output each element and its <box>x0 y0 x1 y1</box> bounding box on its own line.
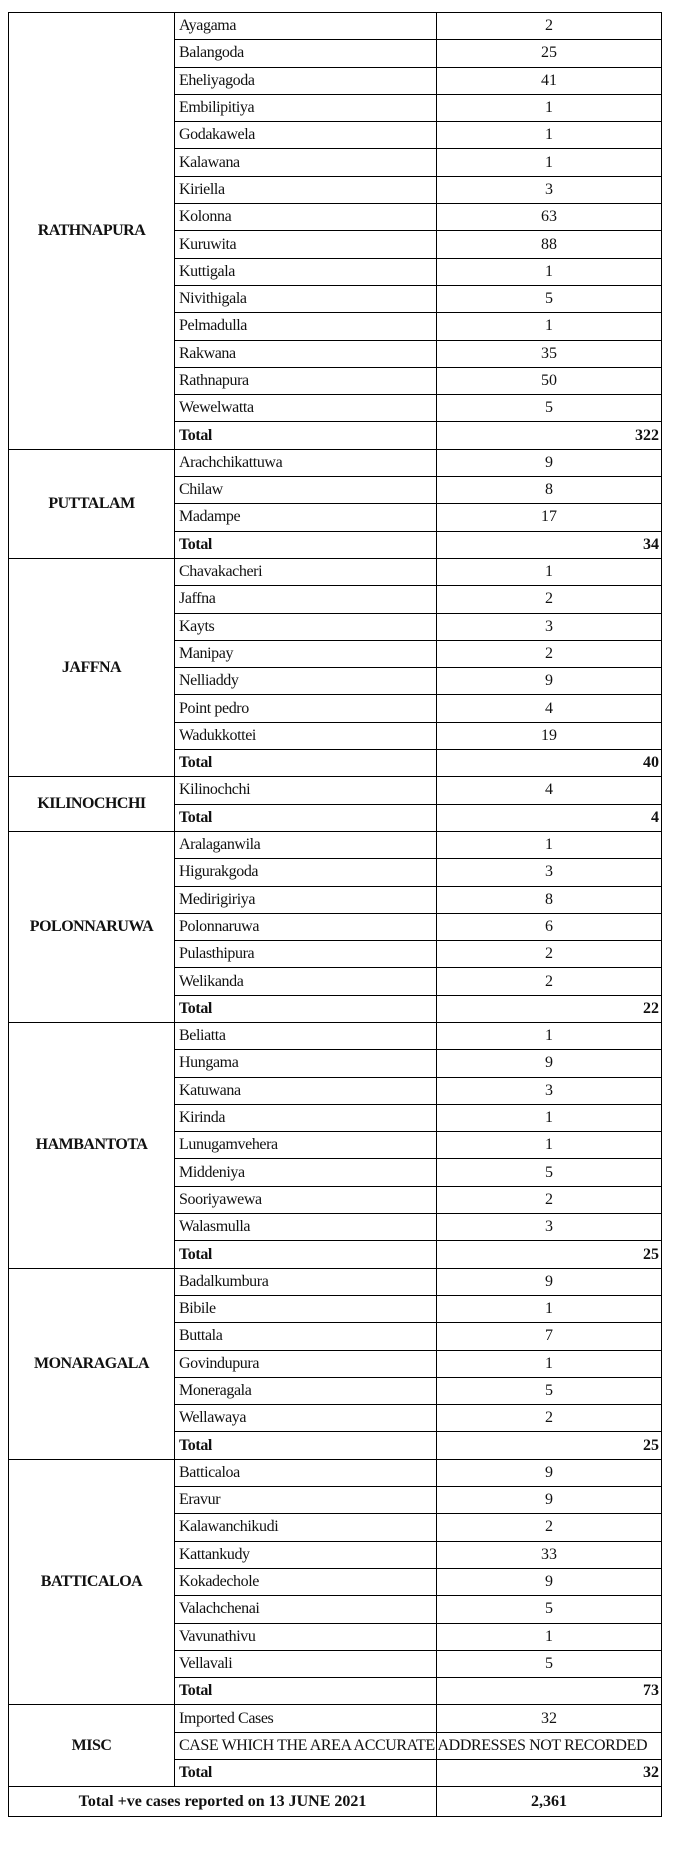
area-name: Wewelwatta <box>175 395 437 422</box>
district-total-value: 34 <box>437 531 662 558</box>
area-case-count: 1 <box>437 149 662 176</box>
district-name: PUTTALAM <box>9 449 175 558</box>
area-name: Kuttigala <box>175 258 437 285</box>
district-name: MONARAGALA <box>9 1268 175 1459</box>
area-case-count: 1 <box>437 558 662 585</box>
area-name: Bibile <box>175 1295 437 1322</box>
area-name: Kayts <box>175 613 437 640</box>
area-case-count: 3 <box>437 1214 662 1241</box>
area-case-count: 1 <box>437 94 662 121</box>
district-name: RATHNAPURA <box>9 13 175 450</box>
area-name: Katuwana <box>175 1077 437 1104</box>
area-name: Rakwana <box>175 340 437 367</box>
grand-total-label: Total +ve cases reported on 13 JUNE 2021 <box>9 1787 437 1817</box>
area-name: Nivithigala <box>175 285 437 312</box>
area-name: Manipay <box>175 640 437 667</box>
area-case-count: 9 <box>437 1268 662 1295</box>
area-case-count: 41 <box>437 67 662 94</box>
area-case-count: 63 <box>437 204 662 231</box>
area-name: Vavunathivu <box>175 1623 437 1650</box>
area-case-count: 5 <box>437 1596 662 1623</box>
area-name: Moneragala <box>175 1377 437 1404</box>
area-name: Walasmulla <box>175 1214 437 1241</box>
district-total-label: Total <box>175 995 437 1022</box>
area-name: Kokadechole <box>175 1568 437 1595</box>
district-total-label: Total <box>175 1241 437 1268</box>
area-row <box>9 1705 662 1732</box>
area-row <box>9 13 662 40</box>
area-case-count: 17 <box>437 504 662 531</box>
area-name: Pulasthipura <box>175 941 437 968</box>
area-case-count: 25 <box>437 40 662 67</box>
area-case-count: 5 <box>437 1159 662 1186</box>
area-name: CASE WHICH THE AREA ACCURATE ADDRESSES NOT RECORDED <box>175 1732 437 1759</box>
area-case-count: 1 <box>437 1104 662 1131</box>
area-name: Eheliyagoda <box>175 67 437 94</box>
area-case-count: 5 <box>437 1377 662 1404</box>
district-total-label: Total <box>175 1432 437 1459</box>
area-case-count: 2 <box>437 13 662 40</box>
area-name: Govindupura <box>175 1350 437 1377</box>
area-case-count: 1 <box>437 258 662 285</box>
area-name: Kalawanchikudi <box>175 1514 437 1541</box>
area-row <box>9 1268 662 1295</box>
area-row <box>9 1022 662 1049</box>
area-case-count: 32 <box>437 1705 662 1732</box>
area-name: Madampe <box>175 504 437 531</box>
area-row <box>9 777 662 804</box>
area-name: Kolonna <box>175 204 437 231</box>
area-name: Beliatta <box>175 1022 437 1049</box>
area-name: Jaffna <box>175 586 437 613</box>
district-total-value: 25 <box>437 1432 662 1459</box>
area-case-count: 19 <box>437 722 662 749</box>
area-name: Eravur <box>175 1487 437 1514</box>
area-case-count: 1 <box>437 1623 662 1650</box>
area-row <box>9 449 662 476</box>
area-case-count: 2 <box>437 640 662 667</box>
area-case-count: 3 <box>437 613 662 640</box>
area-case-count: 88 <box>437 231 662 258</box>
area-name: Imported Cases <box>175 1705 437 1732</box>
area-name: Buttala <box>175 1323 437 1350</box>
area-name: Kattankudy <box>175 1541 437 1568</box>
district-total-value: 73 <box>437 1678 662 1705</box>
area-case-count: 3 <box>437 859 662 886</box>
area-name: Medirigiriya <box>175 886 437 913</box>
area-case-count: 1 <box>437 831 662 858</box>
district-total-label: Total <box>175 531 437 558</box>
area-row <box>9 831 662 858</box>
district-total-value: 25 <box>437 1241 662 1268</box>
district-total-label: Total <box>175 804 437 831</box>
area-case-count: 1 <box>437 122 662 149</box>
area-name: Higurakgoda <box>175 859 437 886</box>
area-case-count: 8 <box>437 886 662 913</box>
area-case-count: 33 <box>437 1541 662 1568</box>
area-case-count: 9 <box>437 1459 662 1486</box>
area-case-count: 3 <box>437 1077 662 1104</box>
district-total-value: 322 <box>437 422 662 449</box>
area-name: Kuruwita <box>175 231 437 258</box>
area-name: Kirinda <box>175 1104 437 1131</box>
area-name: Kilinochchi <box>175 777 437 804</box>
area-name: Chilaw <box>175 477 437 504</box>
district-total-value: 4 <box>437 804 662 831</box>
grand-total-row <box>9 1787 662 1817</box>
area-name: Kiriella <box>175 176 437 203</box>
area-case-count: 4 <box>437 695 662 722</box>
area-name: Kalawana <box>175 149 437 176</box>
area-name: Polonnaruwa <box>175 913 437 940</box>
area-name: Middeniya <box>175 1159 437 1186</box>
district-total-value: 40 <box>437 750 662 777</box>
grand-total-value: 2,361 <box>437 1787 662 1817</box>
district-name: BATTICALOA <box>9 1459 175 1705</box>
area-name: Embilipitiya <box>175 94 437 121</box>
area-case-count: 4 <box>437 777 662 804</box>
area-case-count: 7 <box>437 1323 662 1350</box>
area-case-count: 9 <box>437 1568 662 1595</box>
area-name: Wadukkottei <box>175 722 437 749</box>
area-case-count: 9 <box>437 1050 662 1077</box>
area-case-count: 1 <box>437 1132 662 1159</box>
area-case-count: 3 <box>437 176 662 203</box>
area-case-count: 5 <box>437 1650 662 1677</box>
area-name: Hungama <box>175 1050 437 1077</box>
area-case-count: 1 <box>437 313 662 340</box>
area-name: Aralaganwila <box>175 831 437 858</box>
area-case-count: 2 <box>437 941 662 968</box>
area-name: Batticaloa <box>175 1459 437 1486</box>
area-case-count: 2 <box>437 1186 662 1213</box>
district-total-label: Total <box>175 1678 437 1705</box>
district-name: JAFFNA <box>9 558 175 776</box>
area-name: Sooriyawewa <box>175 1186 437 1213</box>
area-name: Valachchenai <box>175 1596 437 1623</box>
area-row <box>9 1459 662 1486</box>
area-case-count: 35 <box>437 340 662 367</box>
area-name: Lunugamvehera <box>175 1132 437 1159</box>
area-name: Chavakacheri <box>175 558 437 585</box>
area-name: Balangoda <box>175 40 437 67</box>
area-name: Wellawaya <box>175 1405 437 1432</box>
area-case-count: 6 <box>437 913 662 940</box>
district-name: POLONNARUWA <box>9 831 175 1022</box>
area-name: Rathnapura <box>175 367 437 394</box>
area-name: Nelliaddy <box>175 668 437 695</box>
district-name: HAMBANTOTA <box>9 1022 175 1268</box>
area-case-count: 9 <box>437 668 662 695</box>
area-case-count: 50 <box>437 367 662 394</box>
area-case-count: 2 <box>437 586 662 613</box>
area-case-count: 1 <box>437 1295 662 1322</box>
area-case-count: 1 <box>437 1022 662 1049</box>
area-name: Pelmadulla <box>175 313 437 340</box>
district-name: MISC <box>9 1705 175 1787</box>
area-case-count: 1 <box>437 1350 662 1377</box>
area-case-count: 9 <box>437 1487 662 1514</box>
area-case-count: 2 <box>437 1405 662 1432</box>
district-total-value: 22 <box>437 995 662 1022</box>
area-case-count: 5 <box>437 395 662 422</box>
area-case-count: 2 <box>437 968 662 995</box>
area-name: Godakawela <box>175 122 437 149</box>
area-name: Ayagama <box>175 13 437 40</box>
district-name: KILINOCHCHI <box>9 777 175 832</box>
area-name: Arachchikattuwa <box>175 449 437 476</box>
area-name: Vellavali <box>175 1650 437 1677</box>
area-name: Badalkumbura <box>175 1268 437 1295</box>
area-case-count: 9 <box>437 449 662 476</box>
area-name: Point pedro <box>175 695 437 722</box>
area-name: Welikanda <box>175 968 437 995</box>
district-total-label: Total <box>175 1760 437 1787</box>
district-total-value: 32 <box>437 1760 662 1787</box>
area-row <box>9 558 662 585</box>
area-case-count: 5 <box>437 285 662 312</box>
district-cases-table <box>8 12 662 1817</box>
district-total-label: Total <box>175 750 437 777</box>
area-case-count: 8 <box>437 477 662 504</box>
area-case-count: 2 <box>437 1514 662 1541</box>
district-total-label: Total <box>175 422 437 449</box>
cases-sheet <box>8 12 662 1817</box>
